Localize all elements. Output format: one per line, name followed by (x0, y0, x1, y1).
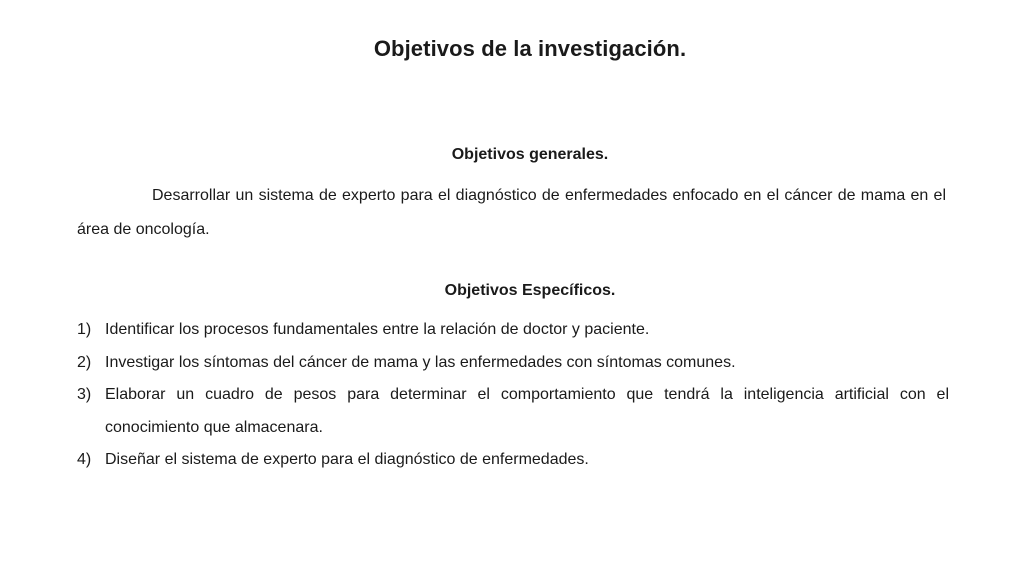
general-objective-text: Desarrollar un sistema de experto para el diagnóstico de enfermedades enfocado en el cáncer de mama en el área de oncología. (77, 187, 946, 238)
list-item-text: Diseñar el sistema de experto para el diagnóstico de enfermedades. (105, 451, 589, 468)
list-item-text: Investigar los síntomas del cáncer de mama y las enfermedades con síntomas comunes. (105, 353, 736, 371)
list-item (77, 444, 949, 477)
specific-objectives-heading: Objetivos Específicos. (444, 282, 616, 299)
list-item-number: 2) (77, 353, 92, 371)
list-item (77, 347, 949, 380)
list-item-text: Identificar los procesos fundamentales entre la relación de doctor y paciente. (105, 321, 650, 338)
list-item-number: 4) (77, 451, 92, 468)
slide-title: Objetivos de la investigación. (373, 36, 687, 61)
specific-objectives-list (77, 314, 949, 477)
general-objectives-heading: Objetivos generales. (451, 146, 609, 163)
list-item-text: Elaborar un cuadro de pesos para determinar el comportamiento que tendrá la inteligencia artificial con el conocimiento que almacenara. (105, 386, 949, 436)
list-item (77, 379, 949, 444)
list-item-number: 1) (77, 321, 92, 338)
list-item-number: 3) (77, 386, 92, 403)
list-item (77, 314, 949, 347)
